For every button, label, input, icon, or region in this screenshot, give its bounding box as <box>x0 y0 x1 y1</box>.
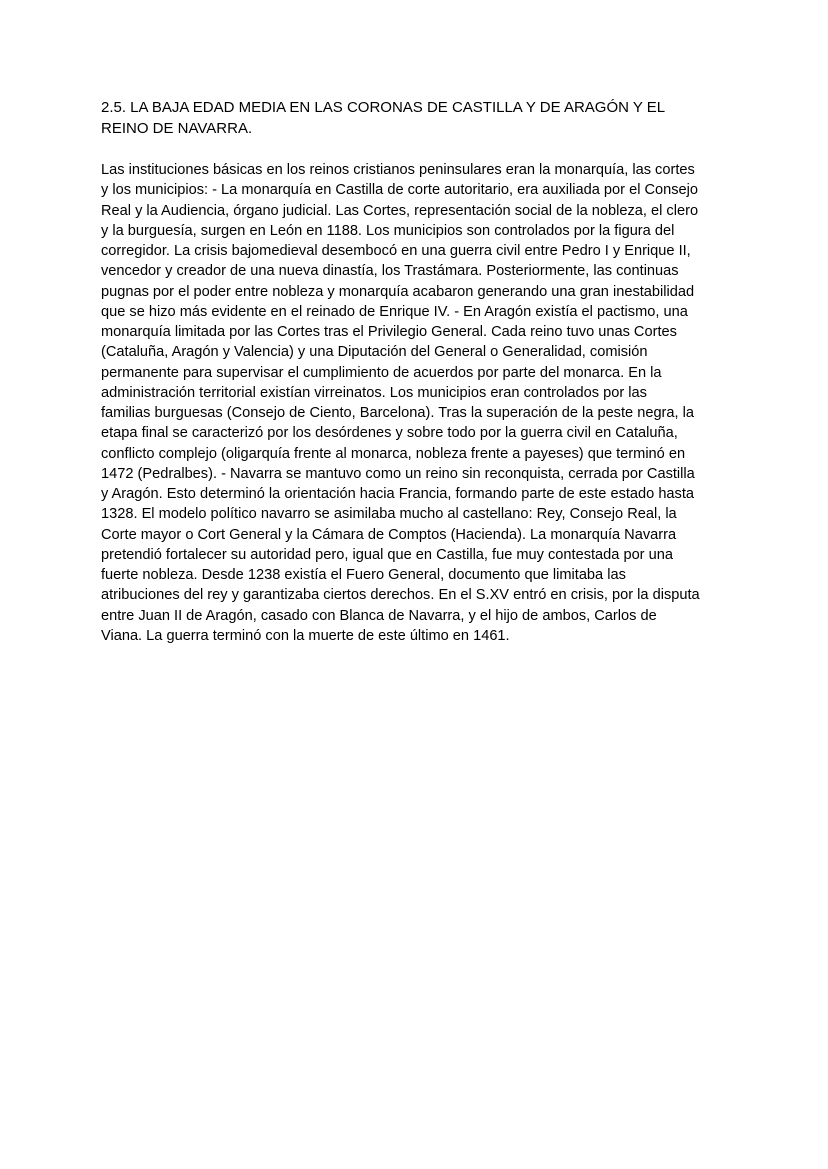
body-line: permanente para supervisar el cumplimiento de acuerdos por parte del monarca. En la <box>101 364 662 381</box>
body-line: pugnas por el poder entre nobleza y monarquía acabaron generando una gran inestabilidad <box>101 283 695 300</box>
body-paragraph <box>101 160 731 646</box>
body-line: y los municipios: - La monarquía en Castilla de corte autoritario, era auxiliada por el Consejo <box>101 182 699 199</box>
body-line: 1472 (Pedralbes). - Navarra se mantuvo como un reino sin reconquista, cerrada por Castilla <box>101 465 695 482</box>
body-line: atribuciones del rey y garantizaba ciertos derechos. En el S.XV entró en crisis, por la disputa <box>101 587 700 604</box>
body-line: y Aragón. Esto determinó la orientación hacia Francia, formando parte de este estado hasta <box>101 486 695 502</box>
body-line: conflicto complejo (oligarquía frente al monarca, nobleza frente a payeses) que terminó en <box>101 445 686 462</box>
body-line: Las instituciones básicas en los reinos cristianos peninsulares eran la monarquía, las cortes <box>101 162 695 178</box>
title-line: 2.5. LA BAJA EDAD MEDIA EN LAS CORONAS DE CASTILLA Y DE ARAGÓN Y EL <box>101 99 666 116</box>
document-content <box>101 98 731 646</box>
body-line: y la burguesía, surgen en León en 1188. Los municipios son controlados por la figura del <box>101 222 675 239</box>
body-line: (Cataluña, Aragón y Valencia) y una Diputación del General o Generalidad, comisión <box>101 344 648 361</box>
body-line: Real y la Audiencia, órgano judicial. Las Cortes, representación social de la nobleza, el clero <box>101 202 699 219</box>
title-line: REINO DE NAVARRA. <box>101 119 253 137</box>
body-line: fuerte nobleza. Desde 1238 existía el Fuero General, documento que limitaba las <box>101 567 626 583</box>
body-line: vencedor y creador de una nueva dinastía, los Trastámara. Posteriormente, las continuas <box>101 263 679 280</box>
body-line: Corte mayor o Cort General y la Cámara de Comptos (Hacienda). La monarquía Navarra <box>101 526 677 543</box>
body-line: Viana. La guerra terminó con la muerte de este último en 1461. <box>101 627 510 644</box>
body-line: familias burguesas (Consejo de Ciento, Barcelona). Tras la superación de la peste negra, la <box>101 405 694 421</box>
body-line: corregidor. La crisis bajomedieval desembocó en una guerra civil entre Pedro I y Enrique II, <box>101 243 691 259</box>
body-line: monarquía limitada por las Cortes tras el Privilegio General. Cada reino tuvo unas Cortes <box>101 324 677 340</box>
section-title <box>101 98 731 139</box>
body-line: pretendió fortalecer su autoridad pero, igual que en Castilla, fue muy contestada por una <box>101 546 673 563</box>
body-line: 1328. El modelo político navarro se asimilaba mucho al castellano: Rey, Consejo Real, la <box>101 506 677 523</box>
body-line: etapa final se caracterizó por los desórdenes y sobre todo por la guerra civil en Cataluña, <box>101 425 678 442</box>
body-line: administración territorial existían virreinatos. Los municipios eran controlados por las <box>101 384 647 401</box>
body-line: entre Juan II de Aragón, casado con Blanca de Navarra, y el hijo de ambos, Carlos de <box>101 607 657 624</box>
body-line: que se hizo más evidente en el reinado de Enrique IV. - En Aragón existía el pactismo, una <box>101 303 688 320</box>
